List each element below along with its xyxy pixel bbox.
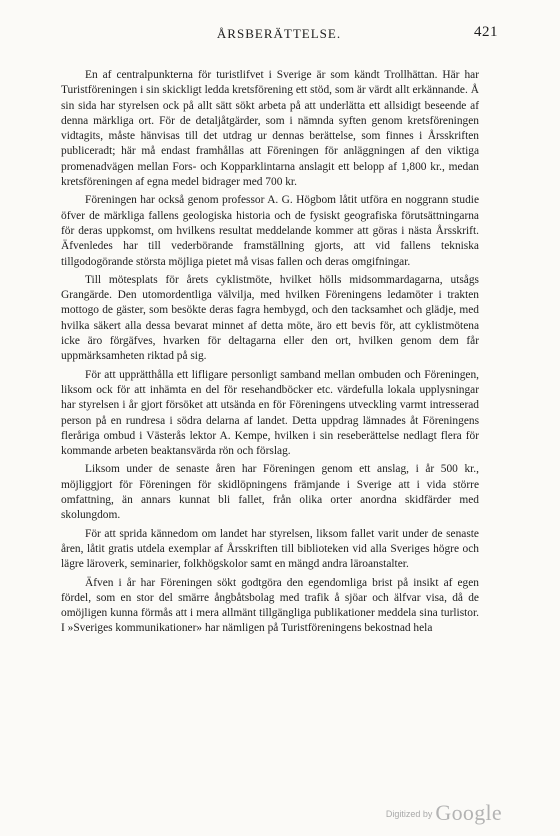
paragraph-rundresa: För att upprätthålla ett lifligare personligt samband mellan ombuden och Föreningen, liksom ock för att inhämta en del för resehandböcker etc. värdefulla lokala upplysningar har styrelsen i år gjort försöket att utsända en för Föreningens utveckling varmt intresserad person på en rundresa i södra delarna af landet. Detta uppdrag lämnades åt Föreningens fleråriga ombud i Västerås lektor A. Kempe, hvilken i sin reseberättelse nedlagt flera för kommande arbeten beaktansvärda rön och förslag. [61,368,479,458]
paragraph-angbatsbolag: Äfven i år har Föreningen sökt godtgöra den egendomliga brist på insikt af egen fördel, som en stor del smärre ångbåtsbolag med trafik å sjöar och älfvar visa, då de omöjligen kunna förmås att i mera allmänt tillgängliga publikationer meddela sina turlistor. I »Sveriges kommunikationer» har nämligen på Turistföreningens bekostnad hela [61,576,479,635]
body-text [61,68,479,640]
google-logo: Google [435,800,502,825]
paragraph-skidlopning: Liksom under de senaste åren har Föreningen genom ett anslag, i år 500 kr., möjliggjort för Föreningen för skidlöpningens främjande i Sverige att i vida större omfattning, än annars kunnat bli fallet, från olika orter anordna skidfärder med skolungdom. [61,463,479,522]
digitized-watermark [385,800,502,825]
paragraph-trollhattan: En af centralpunkterna för turistlifvet i Sverige är som kändt Trollhättan. Här har Turistföreningen i sin skickligt ledda kretsförening ett stöd, som är värdt allt erkännande. Å sin sida har styrelsen ock på allt sätt sökt arbeta på att underlätta ett allsidigt beseende af denna märkliga ort. För de detaljåtgärder, som i nämnda syften genom kretsföreningen vidtagits, måste hänvisas till det utdrag ur dennas berättelse, som finnes i Årsskriften publiceradt; här må endast framhållas att Föreningen för anläggningen af den viktiga promenadvägen mellan Fors- och Kopparklintarna anslagit ett belopp af 1,800 kr., medan kretsföreningen af egna medel bidrager med 700 kr. [61,69,479,189]
running-title: ÅRSBERÄTTELSE. [216,26,342,41]
running-head [60,26,498,46]
watermark-caption: Digitized by [385,809,433,819]
paragraph-hogbom-study: Föreningen har också genom professor A. G. Högbom låtit utföra en noggrann studie öfver de märkliga fallens geologiska historia och de fysiskt geografiska förutsättningarna för deras uppkomst, om hvilkens resultat meddelande kommer att göras i nästa Årsskrift. Äfvenledes har till vederbörande framställning gjorts, att vid fallens tekniska tillgodogörande största möjliga pietet må visas fallen och deras omgifningar. [61,194,479,268]
paragraph-cyklistmote: Till mötesplats för årets cyklistmöte, hvilket hölls midsommardagarna, utsågs Grangärde. Den utomordentliga välvilja, med hvilken Föreningens ledamöter i trakten mottogo de gäster, som besökte deras fagra hembygd, och den tacksamhet och glädje, med hvilka säkert alla dessa bevarat minnet af detta möte, äro ett bevis för, att cyklistmötena icke äro förgäfves, hvarken för deltagarna eller den ort, hvilken genom dem får uppmärksamheten riktad på sig. [61,273,479,363]
paragraph-arsskrift-distribution: För att sprida kännedom om landet har styrelsen, liksom fallet varit under de senaste åren, låtit gratis utdela exemplar af Årsskriften till biblioteken vid alla Sveriges högre och lägre läroverk, seminarier, folkhögskolor samt en mängd andra läroanstalter. [61,527,479,571]
page-number: 421 [474,24,498,40]
